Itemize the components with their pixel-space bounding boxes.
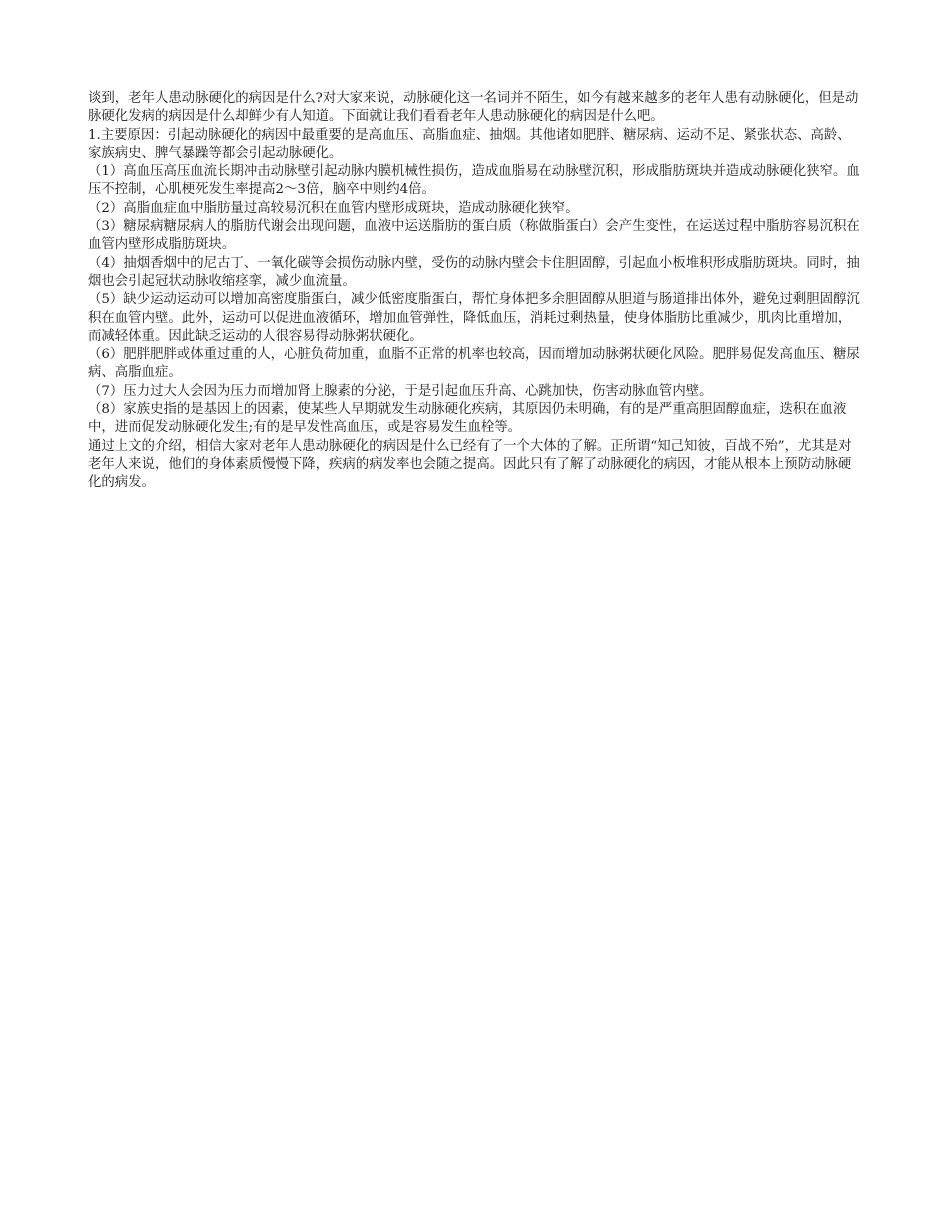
cause-diabetes-paragraph: （3）糖尿病糖尿病人的脂肪代谢会出现问题，血液中运送脂肪的蛋白质（称做脂蛋白）会产生变性，在运送过程中脂肪容易沉积在血管内壁形成脂肪斑块。	[88, 219, 860, 253]
cause-hyperlipidemia-paragraph: （2）高脂血症血中脂肪量过高较易沉积在血管内壁形成斑块，造成动脉硬化狭窄。	[88, 200, 579, 216]
cause-family-history-paragraph: （8）家族史指的是基因上的因素，使某些人早期就发生动脉硬化疾病，其原因仍未明确，有的是严重高胆固醇血症，迭积在血液中，进而促发动脉硬化发生;有的是早发性高血压，或是容易发生血栓等。	[88, 402, 847, 436]
cause-hypertension-paragraph: （1）高血压高压血流长期冲击动脉壁引起动脉内膜机械性损伤，造成血脂易在动脉壁沉积，形成脂肪斑块并造成动脉硬化狭窄。血压不控制，心肌梗死发生率提高2～3倍，脑卒中则约4倍。	[88, 164, 860, 198]
intro-paragraph: 谈到，老年人患动脉硬化的病因是什么?对大家来说，动脉硬化这一名词并不陌生，如今有越来越多的老年人患有动脉硬化，但是动脉硬化发病的病因是什么却鲜少有人知道。下面就让我们看看老年人患动脉硬化的病因是什么吧。	[88, 91, 859, 125]
conclusion-paragraph: 通过上文的介绍，相信大家对老年人患动脉硬化的病因是什么已经有了一个大体的了解。正所谓“知己知彼，百战不殆”，尤其是对老年人来说，他们的身体素质慢慢下降，疾病的病发率也会随之提高。因此只有了解了动脉硬化的病因，才能从根本上预防动脉硬化的病发。	[88, 438, 852, 491]
cause-lack-of-exercise-paragraph: （5）缺少运动运动可以增加高密度脂蛋白，减少低密度脂蛋白，帮忙身体把多余胆固醇从胆道与肠道排出体外，避免过剩胆固醇沉积在血管内壁。此外，运动可以促进血液循环，增加血管弹性，降低血压，消耗过剩热量，使身体脂肪比重减少，肌肉比重增加，而减轻体重。因此缺乏运动的人很容易得动脉粥状硬化。	[88, 292, 860, 344]
document-body	[88, 90, 863, 493]
cause-stress-paragraph: （7）压力过大人会因为压力而增加肾上腺素的分泌，于是引起血压升高、心跳加快，伤害动脉血管内壁。	[88, 383, 713, 399]
cause-obesity-paragraph: （6）肥胖肥胖或体重过重的人，心脏负荷加重，血脂不正常的机率也较高，因而增加动脉粥状硬化风险。肥胖易促发高血压、糖尿病、高脂血症。	[88, 347, 860, 381]
cause-smoking-paragraph: （4）抽烟香烟中的尼古丁、一氧化碳等会损伤动脉内壁，受伤的动脉内壁会卡住胆固醇，引起血小板堆积形成脂肪斑块。同时，抽烟也会引起冠状动脉收缩痉挛，减少血流量。	[88, 255, 860, 289]
main-cause-paragraph: 1.主要原因：引起动脉硬化的病因中最重要的是高血压、高脂血症、抽烟。其他诸如肥胖、糖尿病、运动不足、紧张状态、高龄、家族病史、脾气暴躁等都会引起动脉硬化。	[88, 127, 851, 161]
